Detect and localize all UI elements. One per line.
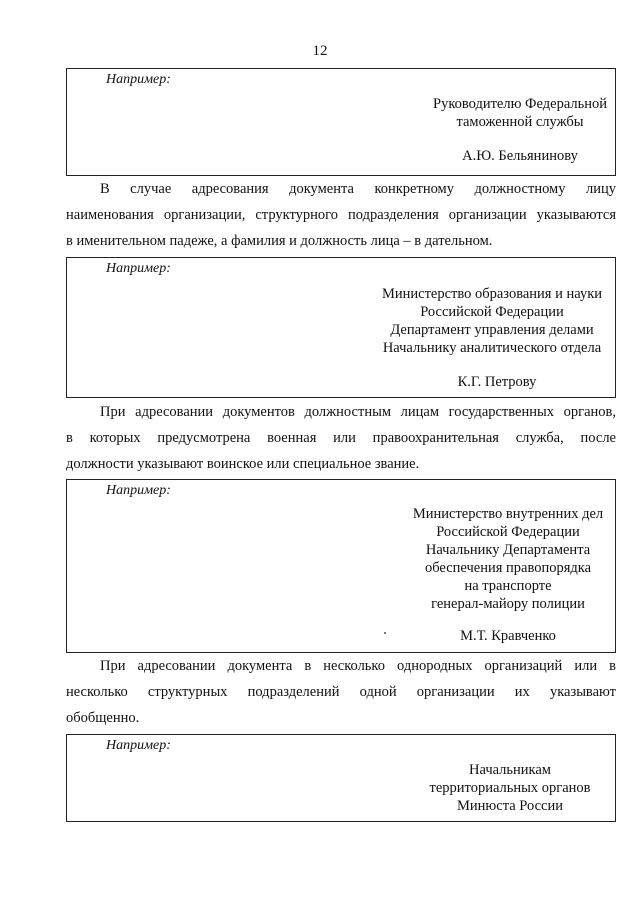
addressee-line: генерал-майору полиции bbox=[431, 596, 585, 612]
addressee-line: Начальнику аналитического отдела bbox=[382, 340, 602, 356]
paragraph-line: несколько структурных подразделений одной организации их указывают bbox=[66, 684, 616, 700]
addressee-signature: К.Г. Петрову bbox=[457, 374, 537, 390]
addressee-line: на транспорте bbox=[464, 578, 552, 594]
addressee-line: обеспечения правопорядка bbox=[424, 560, 592, 576]
addressee-signature: А.Ю. Бельянинову bbox=[462, 148, 578, 164]
addressee-line: Департамент управления делами bbox=[390, 322, 594, 338]
paragraph-line: При адресовании документов должностным лицам государственных органов, bbox=[100, 404, 616, 420]
addressee-line: Министерство внутренних дел bbox=[412, 506, 604, 522]
paragraph-line: в которых предусмотрена военная или правоохранительная служба, после bbox=[66, 430, 616, 446]
addressee-line: таможенной службы bbox=[456, 114, 584, 130]
scan-speck bbox=[384, 632, 386, 634]
addressee-line: Начальнику Департамента bbox=[425, 542, 591, 558]
addressee-signature: М.Т. Кравченко bbox=[460, 628, 556, 644]
page-number: 12 bbox=[312, 43, 328, 59]
paragraph-line: обобщенно. bbox=[66, 710, 140, 726]
paragraph-line: В случае адресования документа конкретному должностному лицу bbox=[100, 181, 616, 197]
addressee-line: Министерство образования и науки bbox=[381, 286, 603, 302]
paragraph-line: При адресовании документа в несколько однородных организаций или в bbox=[100, 658, 616, 674]
example-label-1: Например: bbox=[106, 72, 171, 87]
paragraph-line: должности указывают воинское или специальное звание. bbox=[66, 456, 420, 472]
example-label-3: Например: bbox=[106, 483, 171, 498]
addressee-line: Минюста России bbox=[457, 798, 563, 814]
addressee-line: Начальникам bbox=[469, 762, 551, 778]
addressee-line: Руководителю Федеральной bbox=[433, 96, 607, 112]
example-label-4: Например: bbox=[106, 738, 171, 753]
example-label-2: Например: bbox=[106, 261, 171, 276]
addressee-line: Российской Федерации bbox=[420, 304, 564, 320]
addressee-line: Российской Федерации bbox=[436, 524, 580, 540]
addressee-line: территориальных органов bbox=[429, 780, 591, 796]
paragraph-line: наименования организации, структурного подразделения организации указываются bbox=[66, 207, 616, 223]
paragraph-line: в именительном падеже, а фамилия и должность лица – в дательном. bbox=[66, 233, 493, 249]
